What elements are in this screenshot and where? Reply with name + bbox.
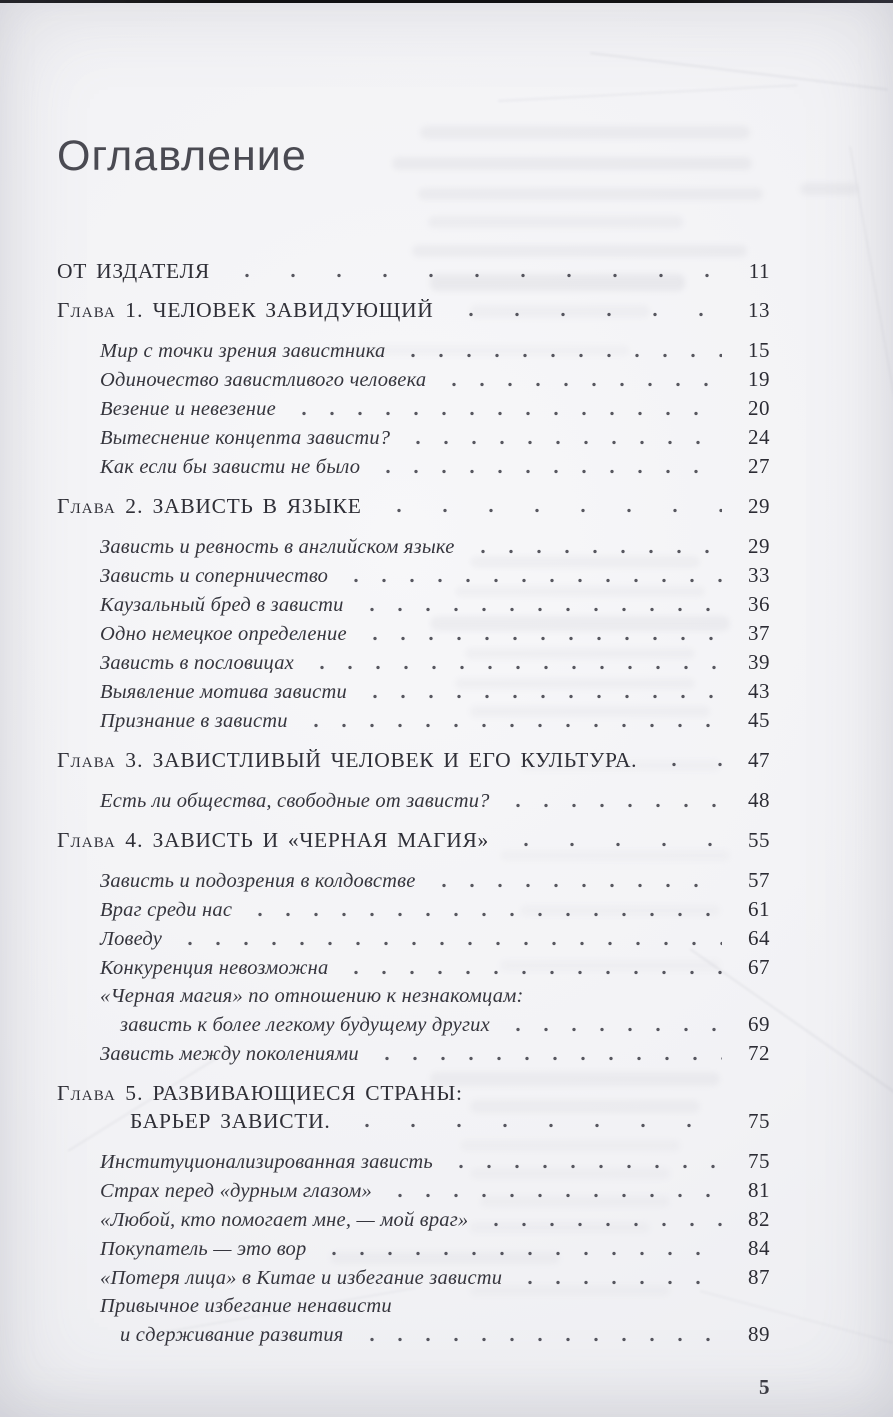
toc-sub-label-continued: и сдерживание развития [120, 1324, 344, 1346]
toc-sub-label: Ловеду [100, 928, 163, 950]
toc-sub-label: Зависть в пословицах [100, 652, 294, 674]
toc-sub-row [57, 532, 770, 561]
toc-subentries [57, 532, 770, 735]
toc-sub-row-line1 [57, 982, 770, 1010]
dot-leader [216, 257, 722, 285]
toc-sub-label: Конкуренция невозможна [100, 957, 329, 979]
toc-sub-label: Как если бы зависти не было [100, 456, 361, 478]
toc-sub-row [57, 924, 770, 953]
toc-chapter-title-row-2 [57, 1107, 770, 1135]
toc-chapter-title-row [57, 826, 770, 854]
toc-chapter-title: ЗАВИСТЬ И «ЧЕРНАЯ МАГИЯ» [152, 828, 489, 852]
table-of-contents [57, 257, 770, 1349]
toc-sub-label: Каузальный бред в зависти [100, 594, 344, 616]
dot-leader [300, 648, 722, 677]
toc-page-number: 33 [748, 563, 770, 587]
toc-chapter-title-continued: БАРЬЕР ЗАВИСТИ. [130, 1109, 331, 1133]
toc-sub-row [57, 394, 770, 423]
toc-page-number: 29 [748, 494, 770, 518]
dot-leader [461, 532, 723, 561]
toc-page-number: 75 [748, 1149, 770, 1173]
toc-sub-row [57, 648, 770, 677]
toc-sub-label: Зависть и ревность в английском языке [100, 536, 455, 558]
dot-leader [496, 1010, 722, 1039]
toc-subentries [57, 1147, 770, 1349]
toc-page-number: 39 [748, 650, 770, 674]
toc-sub-label: Враг среди нас [100, 899, 233, 921]
dot-leader [353, 677, 722, 706]
toc-page-number: 72 [748, 1041, 770, 1065]
toc-sub-row [57, 452, 770, 481]
toc-sub-row [57, 1234, 770, 1263]
toc-sub-row [57, 365, 770, 394]
dot-leader [368, 492, 722, 520]
toc-page-number: 20 [748, 396, 770, 420]
dot-leader [495, 826, 722, 854]
toc-chapter-number: Глава 5. [57, 1081, 144, 1105]
toc-subentries [57, 336, 770, 481]
toc-page-number: 43 [748, 679, 770, 703]
dot-leader [334, 953, 722, 982]
toc-sub-row [57, 1176, 770, 1205]
toc-page-number: 55 [748, 828, 770, 852]
toc-content [57, 0, 770, 1400]
folio-page-number: 5 [759, 1375, 770, 1399]
dot-leader [378, 1176, 722, 1205]
toc-page-number: 13 [748, 298, 770, 322]
toc-sub-label: Выявление мотива зависти [100, 681, 347, 703]
dot-leader [334, 561, 722, 590]
toc-sub-row [57, 895, 770, 924]
toc-page-number: 36 [748, 592, 770, 616]
dot-leader [474, 1205, 722, 1234]
toc-sub-label: Есть ли общества, свободные от зависти? [100, 790, 490, 812]
toc-sub-label: Вытеснение концепта зависти? [100, 427, 391, 449]
toc-sub-row [57, 953, 770, 982]
dot-leader [350, 590, 722, 619]
toc-chapter-section [57, 296, 770, 481]
toc-page-number: 27 [748, 454, 770, 478]
toc-sub-label: Зависть между поколениями [100, 1043, 359, 1065]
toc-chapter-section [57, 826, 770, 1068]
toc-page-number: 45 [748, 708, 770, 732]
dot-leader [168, 924, 722, 953]
dot-leader [353, 619, 722, 648]
toc-chapter-number: Глава 4. [57, 828, 144, 852]
toc-chapter-label [57, 826, 489, 854]
toc-page-number: 24 [748, 425, 770, 449]
toc-chapter-title-row [57, 296, 770, 324]
toc-chapter-label [57, 1079, 463, 1107]
toc-page-number: 89 [748, 1322, 770, 1346]
toc-sub-row [57, 866, 770, 895]
toc-chapter-title-row [57, 1079, 770, 1107]
toc-chapter-number: Глава 1. [57, 298, 144, 322]
toc-sub-label: Зависть и подозрения в колдовстве [100, 870, 416, 892]
toc-sub-row-line2 [57, 1320, 770, 1349]
toc-sub-row [57, 1205, 770, 1234]
dot-leader [508, 1263, 722, 1292]
dot-leader [440, 296, 722, 324]
toc-page-number: 37 [748, 621, 770, 645]
bleed-through-line [800, 183, 858, 195]
page-title: Оглавление [57, 132, 307, 180]
toc-sub-row-line1 [57, 1292, 770, 1320]
dot-leader [336, 1107, 722, 1135]
toc-chapter-number: Глава 3. [57, 748, 144, 772]
dot-leader [366, 452, 722, 481]
toc-sub-row [57, 786, 770, 815]
toc-sub-row [57, 1263, 770, 1292]
dot-leader [238, 895, 722, 924]
toc-sub-label: Зависть и соперничество [100, 565, 329, 587]
toc-page-number: 69 [748, 1012, 770, 1036]
toc-sub-row [57, 561, 770, 590]
toc-sub-row [57, 590, 770, 619]
toc-sub-label: «Потеря лица» в Китае и избегание зависти [100, 1267, 503, 1289]
toc-page-number: 19 [748, 367, 770, 391]
dot-leader [350, 1320, 722, 1349]
toc-sub-label: «Черная магия» по отношению к незнакомцам: [100, 985, 524, 1007]
toc-page-number: 57 [748, 868, 770, 892]
toc-chapter-title-row [57, 746, 770, 774]
toc-page-number: 75 [748, 1109, 770, 1133]
toc-subentries [57, 786, 770, 815]
toc-chapter-section [57, 492, 770, 735]
toc-chapter-section [57, 746, 770, 815]
toc-sub-row [57, 706, 770, 735]
dot-leader [365, 1039, 722, 1068]
toc-chapter-section [57, 1079, 770, 1349]
dot-leader [422, 866, 722, 895]
toc-page-number: 11 [748, 259, 770, 283]
dot-leader [282, 394, 722, 423]
toc-chapter-number: Глава 2. [57, 494, 144, 518]
toc-sub-label: Привычное избегание ненависти [100, 1295, 392, 1317]
toc-page-number: 67 [748, 955, 770, 979]
toc-chapter-title: РАЗВИВАЮЩИЕСЯ СТРАНЫ: [152, 1081, 463, 1105]
toc-front-matter-row [57, 257, 770, 285]
toc-entry-label: ОТ ИЗДАТЕЛЯ [57, 259, 210, 283]
toc-page-number: 15 [748, 338, 770, 362]
dot-leader [496, 786, 722, 815]
toc-sub-label: «Любой, кто помогает мне, — мой враг» [100, 1209, 469, 1231]
toc-sub-row [57, 1147, 770, 1176]
toc-sub-row [57, 619, 770, 648]
dot-leader [643, 746, 722, 774]
toc-chapter-label [57, 492, 362, 520]
toc-sub-label: Страх перед «дурным глазом» [100, 1180, 372, 1202]
dot-leader [396, 423, 722, 452]
toc-sub-label: Институционализированная зависть [100, 1151, 433, 1173]
toc-chapter-title: ЧЕЛОВЕК ЗАВИДУЮЩИЙ [152, 298, 434, 322]
toc-chapter-title-row [57, 492, 770, 520]
toc-page-number: 82 [748, 1207, 770, 1231]
toc-page-number: 48 [748, 788, 770, 812]
toc-page-number: 87 [748, 1265, 770, 1289]
toc-chapter-label [57, 746, 637, 774]
toc-chapter-title: ЗАВИСТЛИВЫЙ ЧЕЛОВЕК И ЕГО КУЛЬТУРА. [152, 748, 638, 772]
toc-sub-row [57, 423, 770, 452]
toc-page-number: 81 [748, 1178, 770, 1202]
toc-sub-label: Везение и невезение [100, 398, 276, 420]
dot-leader [312, 1234, 722, 1263]
toc-page-number: 64 [748, 926, 770, 950]
toc-sub-row-line2 [57, 1010, 770, 1039]
toc-sub-label: Покупатель — это вор [100, 1238, 307, 1260]
toc-sub-label: Одиночество завистливого человека [100, 369, 427, 391]
toc-sub-label: Одно немецкое определение [100, 623, 347, 645]
toc-page-number: 84 [748, 1236, 770, 1260]
toc-sub-label: Признание в зависти [100, 710, 288, 732]
toc-subentries [57, 866, 770, 1068]
toc-page-number: 61 [748, 897, 770, 921]
dot-leader [391, 336, 722, 365]
toc-page-number: 47 [748, 748, 770, 772]
paper-crease [849, 146, 893, 461]
toc-page-number: 29 [748, 534, 770, 558]
toc-chapter-title: ЗАВИСТЬ В ЯЗЫКЕ [152, 494, 362, 518]
toc-sub-label: Мир с точки зрения завистника [100, 340, 386, 362]
toc-sub-label-continued: зависть к более легкому будущему других [120, 1014, 490, 1036]
dot-leader [294, 706, 722, 735]
dot-leader [439, 1147, 722, 1176]
dot-leader [432, 365, 722, 394]
toc-sub-row [57, 677, 770, 706]
toc-sub-row [57, 1039, 770, 1068]
toc-chapter-label [57, 296, 434, 324]
toc-sub-row [57, 336, 770, 365]
